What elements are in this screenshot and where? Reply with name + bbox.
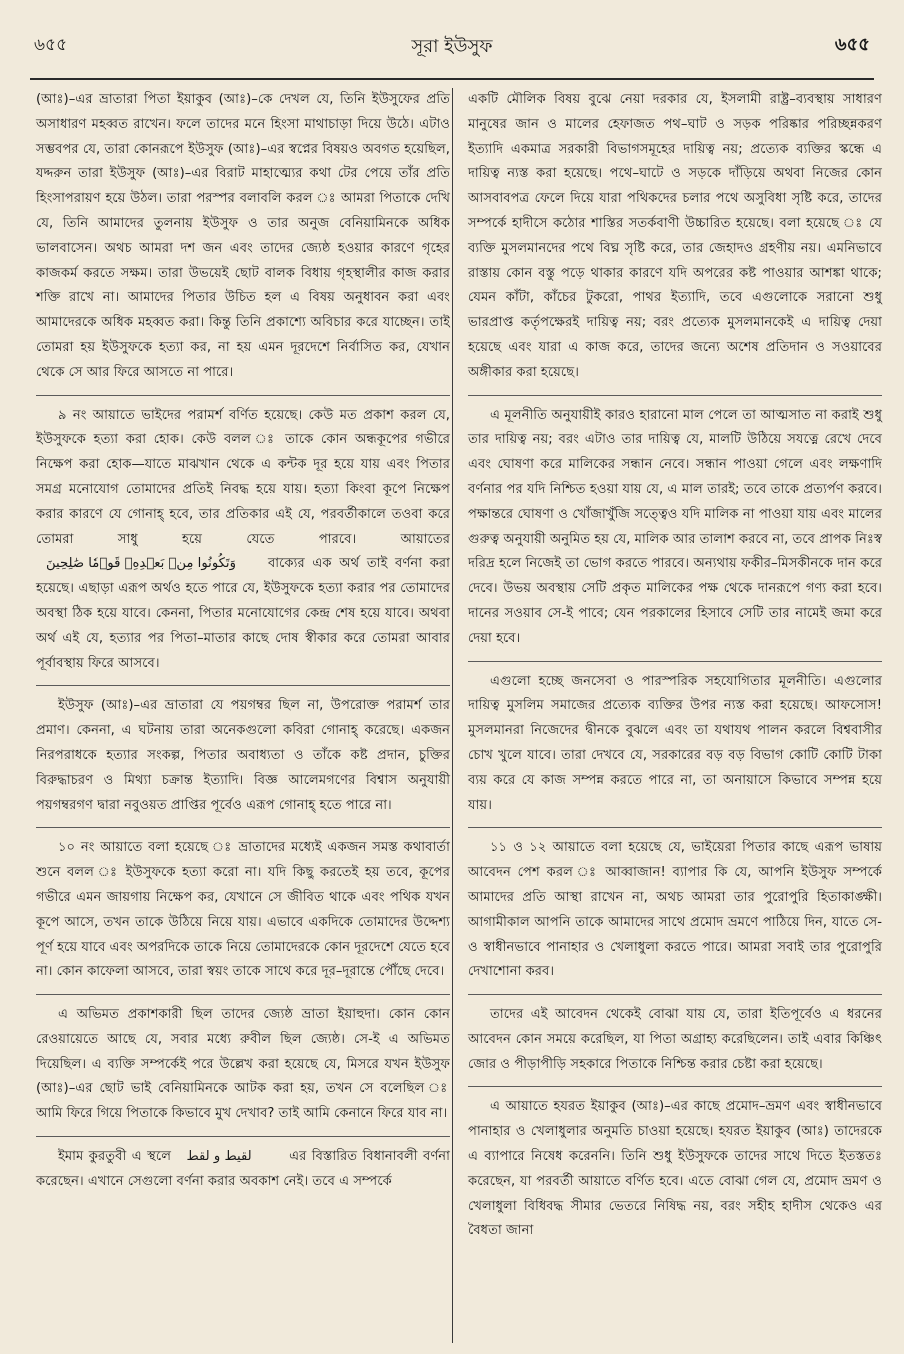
paragraph-divider bbox=[468, 827, 882, 828]
paragraph: ১০ নং আয়াতে বলা হয়েছে ঃ ভ্রাতাদের মধ্যেই একজন সমস্ত কথাবার্তা শুনে বলল ঃ ইউসুফকে হত্যা করো না। যদি কিছু করতেই হয় তবে, কূপের গভীরে এমন জায়গায় নিক্ষেপ কর, যেখানে সে জীবিত থাকে এবং পথিক যখন কূপে আসে, তখন তাকে উঠিয়ে নিয়ে যায়। এভাবে একদিকে তোমাদের উদ্দেশ্য পূর্ণ হয়ে যাবে এবং অপরদিকে তাকে নিয়ে তোমাদেরকে কোন দূরদেশে যেতে হবে না। কোন কাফেলা আসবে, তারা স্বয়ং তাকে সাথে করে দূর–দূরান্তে পৌঁছে দেবে। bbox=[36, 840, 450, 980]
paragraph-text: এর বিস্তারিত বিধানাবলী বর্ণনা করেছেন। এখানে সেগুলো বর্ণনা করার অবকাশ নেই। তবে এ সম্পর্কে bbox=[36, 1149, 451, 1189]
arabic-verse: وَتَكُونُوا مِنۢ بَعۡدِهِۦ قَوۡمٗا صَٰلِحِينَ bbox=[46, 556, 236, 572]
paragraph bbox=[36, 1145, 450, 1195]
page-number-right: ৬৫৫ bbox=[834, 34, 870, 55]
paragraph-text: ৯ নং আয়াতে ভাইদের পরামর্শ বর্ণিত হয়েছে। কেউ মত প্রকাশ করল যে, ইউসুফকে হত্যা করা হোক। কেউ বলল ঃ তাকে কোন অন্ধকূপের গভীরে নিক্ষেপ করা হোক—যাতে মাঝখান থেকে এ কন্টক দূর হয়ে যায় এবং পিতার সমগ্র মনোযোগ তোমাদের প্রতিই নিবদ্ধ হয়ে যায়। হত্যা কিংবা কূপে নিক্ষেপ করার কারণে যে গোনাহ্ হবে, তার প্রতিকার এই যে, পরবর্তীকালে তওবা করে তোমরা সাধু হয়ে যেতে পারবে। আয়াতের bbox=[36, 407, 450, 547]
column-divider bbox=[452, 88, 453, 1343]
paragraph: তাদের এই আবেদন থেকেই বোঝা যায় যে, তারা ইতিপূর্বেও এ ধরনের আবেদন কোন সময়ে করেছিল, যা পিতা অগ্রাহ্য করেছিলেন। তাই এবার কিঞ্চিৎ জোর ও পীড়াপীড়ি সহকারে পিতাকে নিশ্চিন্ত করার চেষ্টা করা হয়েছে। bbox=[468, 1007, 882, 1072]
paragraph-divider bbox=[468, 1086, 882, 1087]
paragraph: এ আয়াতে হযরত ইয়াকুব (আঃ)–এর কাছে প্রমোদ–ভ্রমণ এবং স্বাধীনভাবে পানাহার ও খেলাধুলার অনুমতি চাওয়া হয়েছে। হযরত ইয়াকুব (আঃ) তাদেরকে এ ব্যাপারে নিষেধ করেননি। তিনি শুধু ইউসুফকে তাদের সাথে দিতে ইতস্ততঃ করেছেন, যা পরবর্তী আয়াতে বর্ণিত হবে। এতে বোঝা গেল যে, প্রমোদ ভ্রমণ ও খেলাধুলা বিধিবদ্ধ সীমার ভেতরে নিষিদ্ধ নয়, বরং সহীহ হাদীস থেকেও এর বৈধতা জানা bbox=[468, 1099, 882, 1239]
paragraph: একটি মৌলিক বিষয় বুঝে নেয়া দরকার যে, ইসলামী রাষ্ট্র–ব্যবস্থায় সাধারণ মানুষের জান ও মালের হেফাজত পথ–ঘাট ও সড়ক পরিষ্কার পরিচ্ছন্নকরণ ইত্যাদি একমাত্র সরকারী বিভাগসমূহের দায়িত্ব নয়; প্রত্যেক ব্যক্তির স্কন্ধে এ দায়িত্ব ন্যস্ত করা হয়েছে। পথে–ঘাটে ও সড়কে দাঁড়িয়ে অথবা নিজের কোন আসবাবপত্র ফেলে দিয়ে যারা পথিকদের চলার পথে অসুবিধা সৃষ্টি করে, তাদের সম্পর্কে হাদীসে কঠোর শাস্তির সতর্কবাণী উচ্চারিত হয়েছে। বলা হয়েছে ঃ যে ব্যক্তি মুসলমানদের পথে বিঘ্ন সৃষ্টি করে, তার জেহাদও গ্রহণীয় নয়। এমনিভাবে রাস্তায় কোন বস্তু পড়ে থাকার কারণে যদি অপরের কষ্ট পাওয়ার আশঙ্কা থাকে; যেমন কাঁটা, কাঁচের টুকরো, পাথর ইত্যাদি, তবে এগুলোকে সরানো শুধু ভারপ্রাপ্ত কর্তৃপক্ষেরই দায়িত্ব নয়; বরং প্রত্যেক মুসলমানকেই এ দায়িত্ব দেয়া হয়েছে এবং যারা এ কাজ করে, তাদের জন্যে অশেষ প্রতিদান ও সওয়াবের অঙ্গীকার করা হয়েছে। bbox=[468, 92, 882, 380]
paragraph bbox=[36, 404, 450, 677]
paragraph-divider bbox=[468, 994, 882, 995]
paragraph-divider bbox=[36, 395, 450, 396]
paragraph-divider bbox=[468, 395, 882, 396]
paragraph-divider bbox=[36, 685, 450, 686]
arabic-term: لقيط و لقط bbox=[186, 1149, 252, 1165]
paragraph: ইউসুফ (আঃ)–এর ভ্রাতারা যে পয়গম্বর ছিল না, উপরোক্ত পরামর্শ তার প্রমাণ। কেননা, এ ঘটনায় তারা অনেকগুলো কবিরা গোনাহ্ করেছে। একজন নিরপরাধকে হত্যার সংকল্প, পিতার অবাধ্যতা ও তাঁকে কষ্ট প্রদান, চুক্তির বিরুদ্ধাচরণ ও মিথ্যা চক্রান্ত ইত্যাদি। বিজ্ঞ আলেমগণের বিশ্বাস অনুযায়ী পয়গম্বরগণ দ্বারা নবুওয়ত প্রাপ্তির পূর্বেও এরূপ গোনাহ্ হতে পারে না। bbox=[36, 698, 450, 813]
paragraph-divider bbox=[36, 1136, 450, 1137]
paragraph: এ অভিমত প্রকাশকারী ছিল তাদের জ্যেষ্ঠ ভ্রাতা ইয়াহুদা। কোন কোন রেওয়ায়েতে আছে যে, সবার মধ্যে রুবীল ছিল জ্যেষ্ঠ। সে-ই এ অভিমত দিয়েছিল। এ ব্যক্তি সম্পর্কেই পরে উল্লেখ করা হয়েছে যে, মিসরে যখন ইউসুফ (আঃ)–এর ছোট ভাই বেনিয়ামিনকে আটক করা হয়, তখন সে বলেছিল ঃ আমি ফিরে গিয়ে পিতাকে কিভাবে মুখ দেখাব? তাই আমি কেনানে ফিরে যাব না। bbox=[36, 1007, 450, 1122]
paragraph: এগুলো হচ্ছে জনসেবা ও পারস্পরিক সহযোগিতার মূলনীতি। এগুলোর দায়িত্ব মুসলিম সমাজের প্রত্যেক ব্যক্তির উপর ন্যস্ত করা হয়েছে। আফসোস! মুসলমানরা নিজেদের দ্বীনকে বুঝলে এবং তা যথাযথ পালন করলে বিশ্ববাসীর চোখ খুলে যাবে। তারা দেখবে যে, সরকারের বড় বড় বিভাগ কোটি কোটি টাকা ব্যয় করে যে কাজ সম্পন্ন করতে পারে না, তা অনায়াসে কিভাবে সম্পন্ন হয়ে যায়। bbox=[468, 673, 882, 813]
right-column bbox=[468, 88, 882, 1253]
paragraph-divider bbox=[36, 994, 450, 995]
paragraph: এ মূলনীতি অনুযায়ীই কারও হারানো মাল পেলে তা আত্মসাত না করাই শুধু তার দায়িত্ব নয়; বরং এটাও তার দায়িত্ব যে, মালটি উঠিয়ে সযত্নে রেখে দেবে এবং ঘোষণা করে মালিকের সন্ধান নেবে। সন্ধান পাওয়া গেলে এবং লক্ষণাদি বর্ণনার পর যদি নিশ্চিত হওয়া যায় যে, এ মাল তারই; তবে তাকে প্রত্যর্পণ করবে। পক্ষান্তরে ঘোষণা ও খোঁজাখুঁজি সত্ত্বেও যদি মালিক না পাওয়া যায় এবং মালের গুরুত্ব অনুযায়ী অনুমিত হয় যে, মালিক আর তালাশ করবে না, তবে প্রাপক নিঃস্ব দরিদ্র হলে নিজেই তা ভোগ করতে পারবে। অন্যথায় ফকীর–মিসকীনকে দান করে দেবে। উভয় অবস্থায় সেটি প্রকৃত মালিকের পক্ষ থেকে দানরূপে গণ্য করা হবে। দানের সওয়াব সে-ই পাবে; যেন পরকালের হিসাবে সেটি তার নামেই জমা করে দেয়া হবে। bbox=[468, 407, 882, 646]
page-header bbox=[30, 18, 874, 80]
surah-title: সূরা ইউসুফ bbox=[411, 36, 493, 57]
paragraph-divider bbox=[468, 661, 882, 662]
page-number-left: ৬৫৫ bbox=[34, 35, 68, 55]
paragraph-text: ইমাম কুরতুবী এ স্থলে bbox=[58, 1149, 172, 1165]
left-column bbox=[36, 88, 450, 1204]
paragraph-text: বাক্যের এক অর্থ তাই বর্ণনা করা হয়েছে। এছাড়া এরূপ অর্থও হতে পারে যে, ইউসুফকে হত্যা করার পর তোমাদের অবস্থা ঠিক হয়ে যাবে। কেননা, পিতার মনোযোগের কেন্দ্র শেষ হয়ে যাবে। অথবা অর্থ এই যে, হত্যার পর পিতা–মাতার কাছে দোষ স্বীকার করে তোমরা আবার পূর্বাবস্থায় ফিরে আসবে। bbox=[36, 556, 450, 671]
paragraph-divider bbox=[36, 827, 450, 828]
paragraph: (আঃ)–এর ভ্রাতারা পিতা ইয়াকুব (আঃ)–কে দেখল যে, তিনি ইউসুফের প্রতি অসাধারণ মহব্বত রাখেন। ফলে তাদের মনে হিংসা মাথাচাড়া দিয়ে উঠে। এটাও সম্ভবপর যে, তারা কোনরূপে ইউসুফ (আঃ)–এর স্বপ্নের বিষয়ও অবগত হয়েছিল, যদ্দরুন তারা ইউসুফ (আঃ)–এর বিরাট মাহাত্ম্যের কথা টের পেয়ে তাঁর প্রতি হিংসাপরায়ণ হয়ে উঠল। তারা পরস্পর বলাবলি করল ঃ আমরা পিতাকে দেখি যে, তিনি আমাদের তুলনায় ইউসুফ ও তার অনুজ বেনিয়ামিনকে অধিক ভালবাসেন। অথচ আমরা দশ জন এবং তাদের জ্যেষ্ঠ হওয়ার কারণে গৃহের কাজকর্ম করতে সক্ষম। তারা উভয়েই ছোট বালক বিধায় গৃহস্থালীর কাজ করার শক্তি রাখে না। আমাদের পিতার উচিত হল এ বিষয় অনুধাবন করা এবং আমাদেরকে অধিক মহব্বত করা। কিন্তু তিনি প্রকাশ্যে অবিচার করে যাচ্ছেন। তাই তোমরা হয় ইউসুফকে হত্যা কর, না হয় এমন দূরদেশে নির্বাসিত কর, যেখান থেকে সে আর ফিরে আসতে না পারে। bbox=[36, 92, 450, 380]
paragraph: ১১ ও ১২ আয়াতে বলা হয়েছে যে, ভাইয়েরা পিতার কাছে এরূপ ভাষায় আবেদন পেশ করল ঃ আব্বাজান! ব্যাপার কি যে, আপনি ইউসুফ সম্পর্কে আমাদের প্রতি আস্থা রাখেন না, অথচ আমরা তার পুরোপুরি হিতাকাঙ্ক্ষী। আগামীকাল আপনি তাকে আমাদের সাথে প্রমোদ ভ্রমণে পাঠিয়ে দিন, যাতে সে-ও স্বাধীনভাবে পানাহার ও খেলাধুলা করতে পারে। আমরা সবাই তার পুরোপুরি দেখাশোনা করব। bbox=[468, 840, 882, 980]
